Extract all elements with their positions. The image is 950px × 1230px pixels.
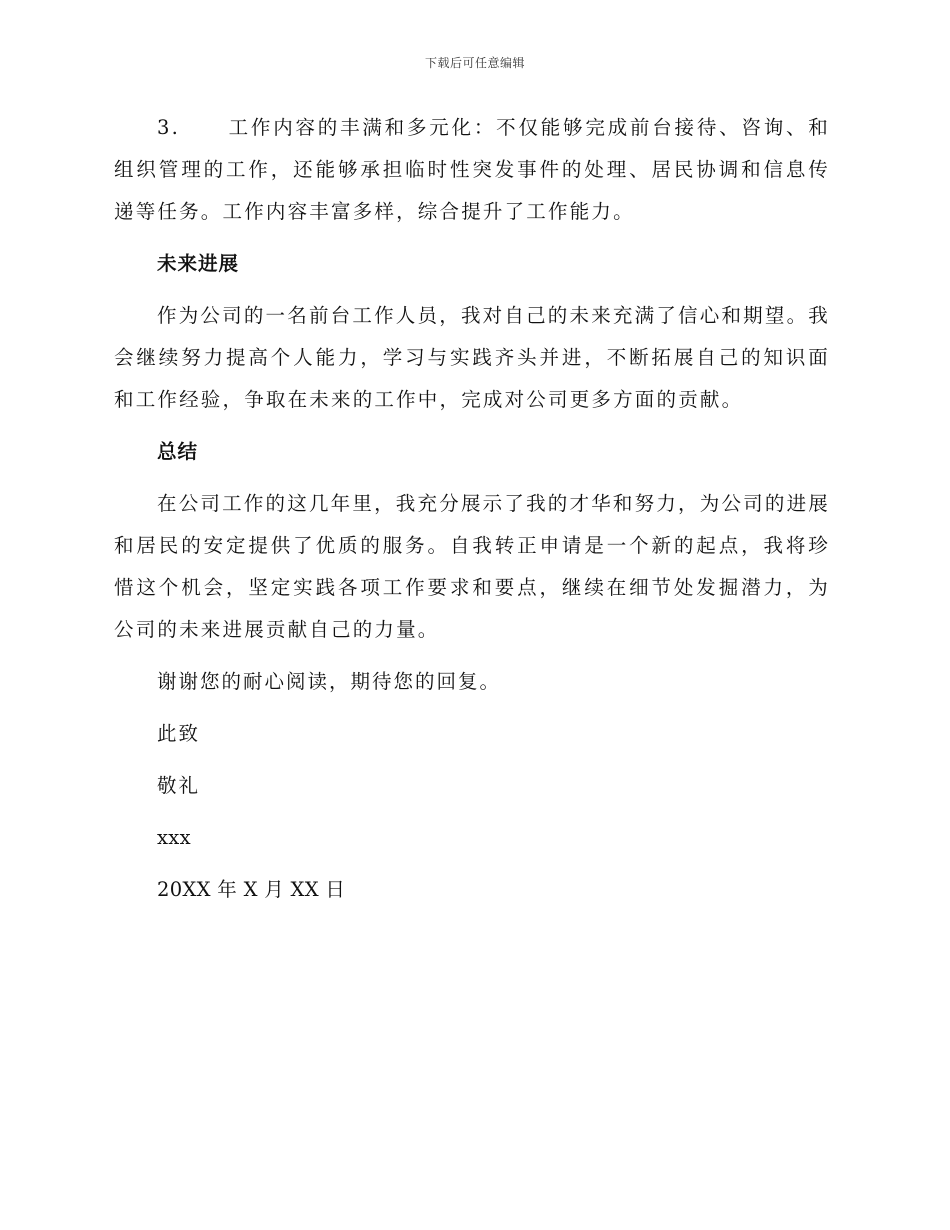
item-number: 3. [157, 116, 181, 139]
section-body-summary: 在公司工作的这几年里，我充分展示了我的才华和努力，为公司的进展和居民的安定提供了优质的服务。自我转正申请是一个新的起点，我将珍惜这个机会，坚定实践各项工作要求和要点，继续在细节处发掘潜力，为公司的未来进展贡献自己的力量。 [114, 492, 830, 641]
page-header-note: 下载后可任意编辑 [424, 56, 525, 70]
closing-thanks: 谢谢您的耐心阅读，期待您的回复。 [157, 670, 502, 693]
signature-name: xxx [157, 826, 191, 849]
section-body-future: 作为公司的一名前台工作人员，我对自己的未来充满了信心和期望。我会继续努力提高个人能力，学习与实践齐头并进，不断拓展自己的知识面和工作经验，争取在未来的工作中，完成对公司更多方面的贡献。 [114, 304, 830, 411]
numbered-item-3 [114, 107, 830, 233]
item-text: 工作内容的丰满和多元化：不仅能够完成前台接待、咨询、和组织管理的工作，还能够承担临时性突发事件的处理、居民协调和信息传递等任务。工作内容丰富多样，综合提升了工作能力。 [114, 116, 830, 223]
section-heading-summary: 总结 [157, 440, 199, 463]
section-heading-future: 未来进展 [157, 252, 240, 275]
closing-salutation-1: 此致 [157, 722, 201, 745]
closing-salutation-2: 敬礼 [157, 774, 201, 797]
signature-date: 20XX 年 X 月 XX 日 [157, 878, 346, 901]
document-body [114, 107, 830, 911]
